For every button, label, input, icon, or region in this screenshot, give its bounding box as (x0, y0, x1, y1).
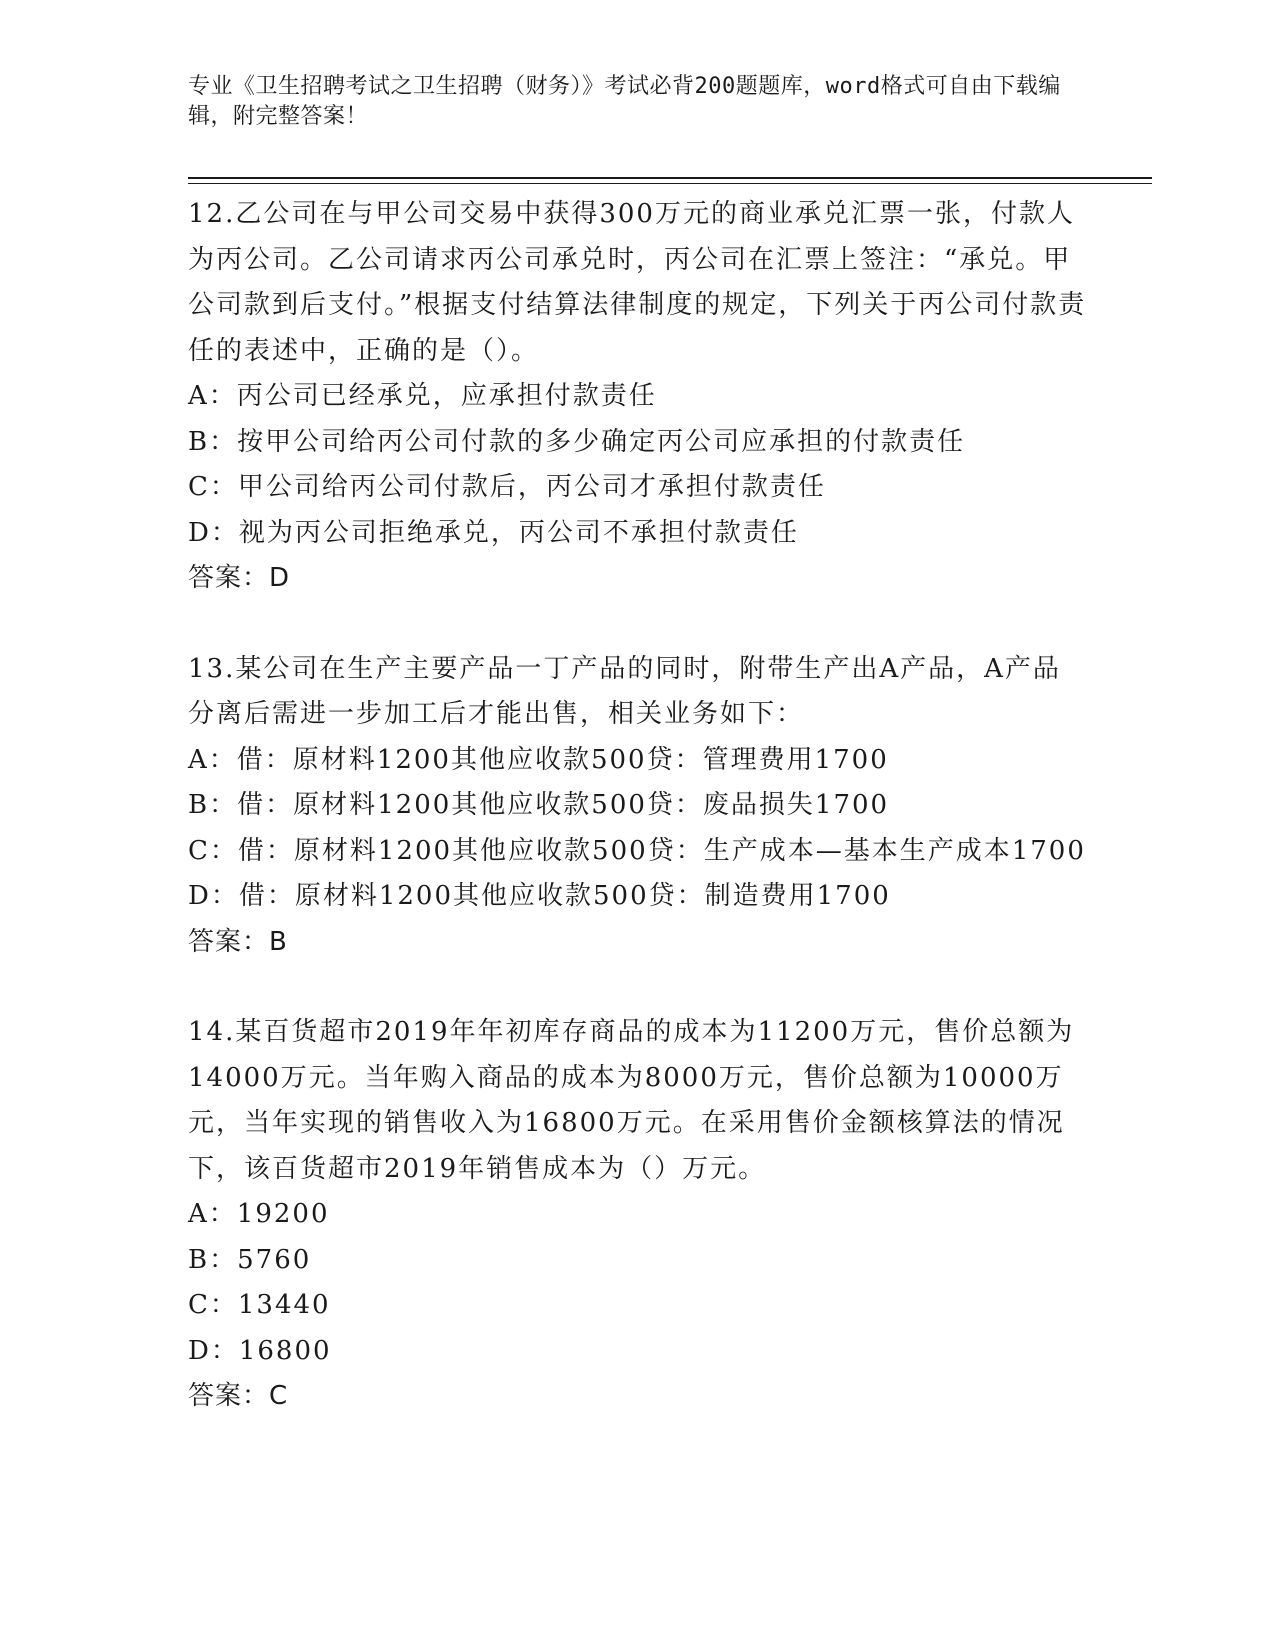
answer: 答案：B (188, 926, 288, 957)
option-d: D：视为丙公司拒绝承兑，丙公司不承担付款责任 (188, 517, 799, 548)
option-a: A：丙公司已经承兑，应承担付款责任 (188, 381, 657, 411)
question-stem: 13.某公司在生产主要产品一丁产品的同时，附带生产出A产品，A产品分离后需进一步加工后才能出售，相关业务如下： (188, 653, 1061, 729)
option-b: B：按甲公司给丙公司付款的多少确定丙公司应承担的付款责任 (188, 426, 966, 457)
option-b: B：5760 (188, 1244, 312, 1275)
answer: 答案：C (188, 1381, 289, 1411)
question-12 (188, 192, 1088, 602)
option-d: D：16800 (188, 1335, 332, 1366)
question-14 (188, 1010, 1088, 1420)
header-divider-thin (188, 183, 1152, 184)
header-divider-thick (188, 177, 1152, 179)
answer: 答案：D (188, 563, 291, 593)
option-b: B：借：原材料1200其他应收款500贷：废品损失1700 (188, 790, 890, 820)
option-a: A：借：原材料1200其他应收款500贷：管理费用1700 (188, 744, 889, 775)
question-stem: 12.乙公司在与甲公司交易中获得300万元的商业承兑汇票一张，付款人为丙公司。乙公司请求丙公司承兑时，丙公司在汇票上签注：“承兑。甲公司款到后支付。”根据支付结算法律制度的规定，下列关于丙公司付款责任的表述中，正确的是（）。 (188, 199, 1087, 366)
question-list (188, 192, 1088, 1420)
question-stem: 14.某百货超市2019年年初库存商品的成本为11200万元，售价总额为14000万元。当年购入商品的成本为8000万元，售价总额为10000万元，当年实现的销售收入为16800万元。在采用售价金额核算法的情况下，该百货超市2019年销售成本为（）万元。 (188, 1017, 1075, 1184)
document-header: 专业《卫生招聘考试之卫生招聘（财务）》考试必背200题题库，word格式可自由下载编辑，附完整答案！ (188, 74, 1061, 129)
option-d: D：借：原材料1200其他应收款500贷：制造费用1700 (188, 881, 891, 911)
option-c: C：13440 (188, 1290, 331, 1320)
option-a: A：19200 (188, 1199, 330, 1229)
question-13 (188, 647, 1088, 966)
option-c: C：借：原材料1200其他应收款500贷：生产成本—基本生产成本1700 (188, 835, 1086, 866)
option-c: C：甲公司给丙公司付款后，丙公司才承担付款责任 (188, 472, 826, 502)
